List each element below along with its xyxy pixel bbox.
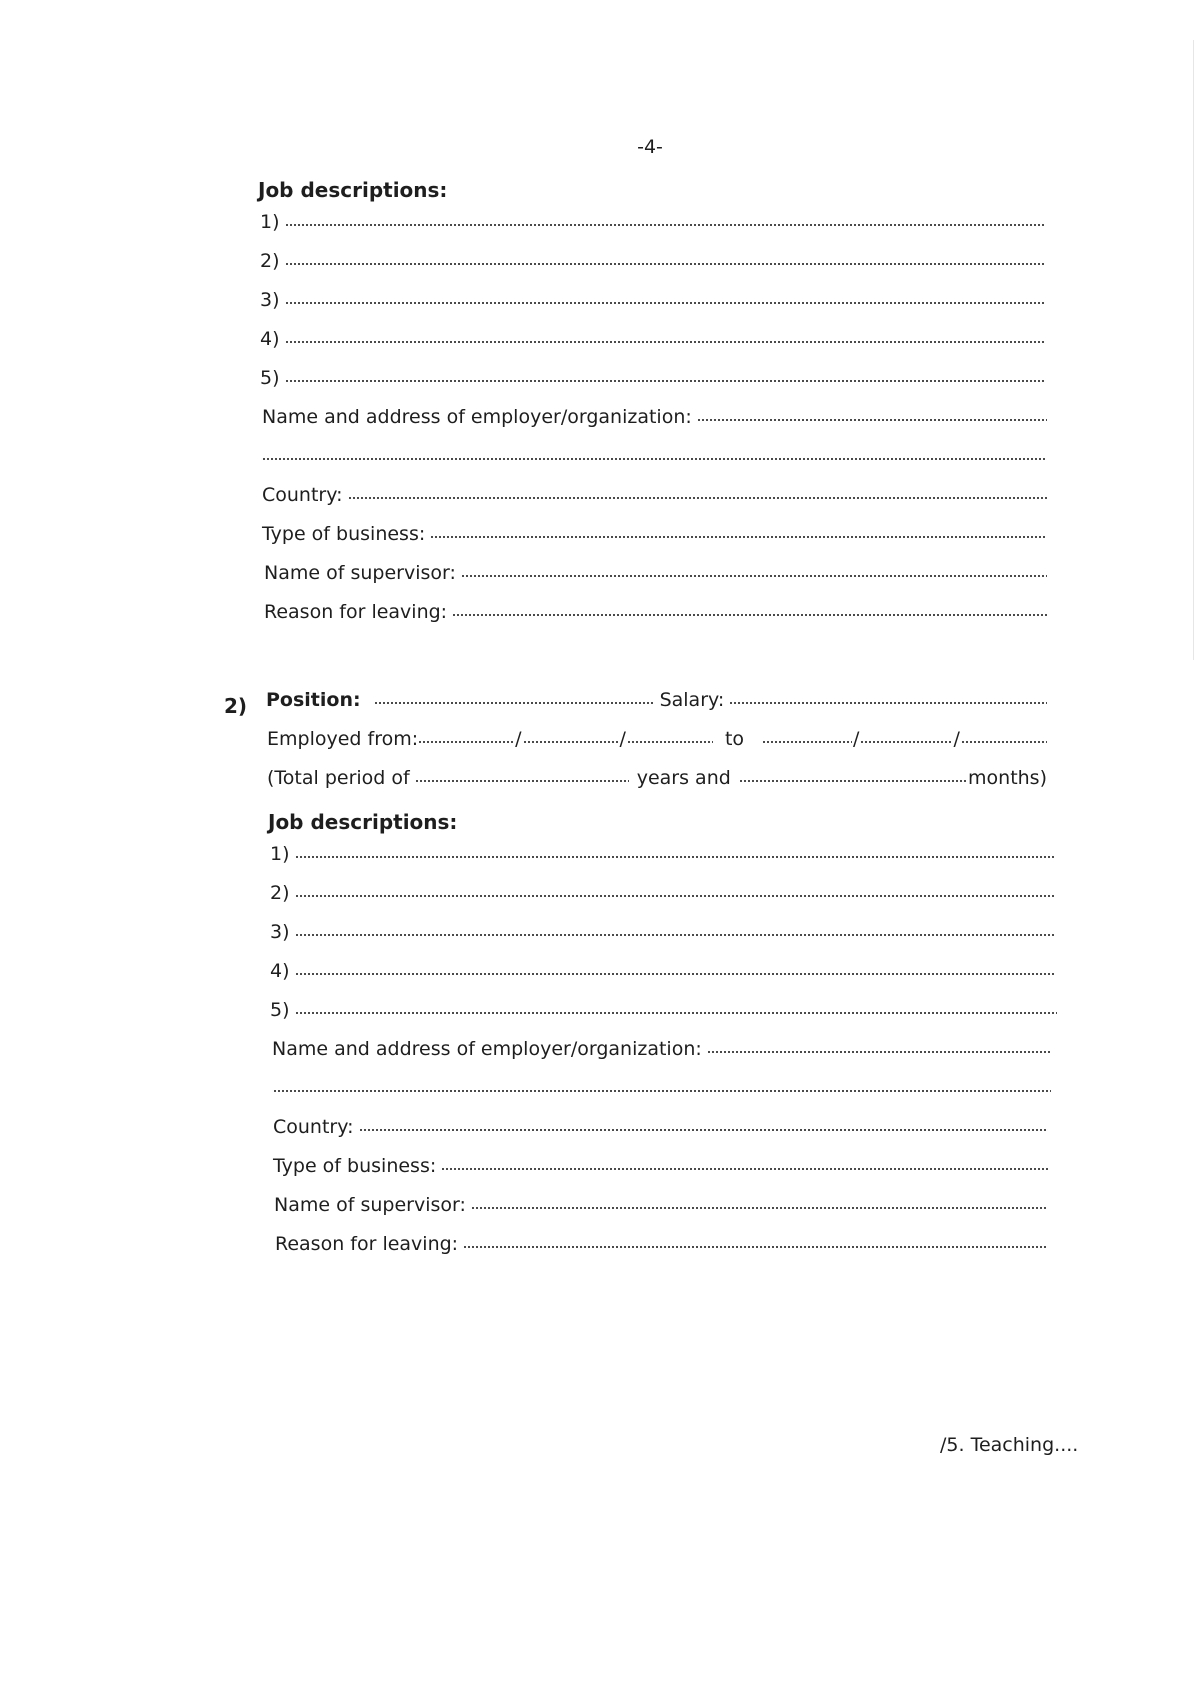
entry-number: 2) bbox=[224, 694, 248, 718]
fill-line bbox=[461, 573, 1047, 579]
supervisor-name-label: Name of supervisor: bbox=[274, 1194, 466, 1216]
employer-address-label: Name and address of employer/organization: bbox=[262, 406, 692, 428]
fill-line bbox=[295, 1010, 1057, 1016]
fill-line bbox=[285, 222, 1045, 228]
employer-address-field[interactable] bbox=[272, 1035, 1052, 1063]
job-description-number: 3) bbox=[270, 921, 290, 943]
employed-from-label: Employed from: bbox=[267, 728, 419, 750]
date-separator: / bbox=[953, 728, 960, 750]
reason-for-leaving-field[interactable] bbox=[264, 598, 1047, 626]
fill-line bbox=[471, 1205, 1048, 1211]
job-description-line-1[interactable] bbox=[260, 208, 1045, 236]
fill-line bbox=[430, 534, 1047, 540]
date-separator: / bbox=[853, 728, 860, 750]
country-label: Country: bbox=[273, 1116, 354, 1138]
job-description-line-5[interactable] bbox=[270, 996, 1057, 1024]
employer-address-continuation[interactable] bbox=[273, 1074, 1051, 1102]
years-label: years and bbox=[636, 767, 731, 789]
months-label: months) bbox=[968, 767, 1047, 789]
to-label: to bbox=[724, 728, 745, 750]
job-description-line-2[interactable] bbox=[270, 879, 1055, 907]
to-day-input[interactable] bbox=[762, 739, 852, 745]
job-description-number: 1) bbox=[270, 843, 290, 865]
country-label: Country: bbox=[262, 484, 343, 506]
years-input[interactable] bbox=[415, 778, 629, 784]
total-period-row bbox=[267, 764, 1047, 792]
fill-line bbox=[285, 378, 1045, 384]
fill-line bbox=[262, 456, 1047, 462]
fill-line bbox=[348, 495, 1048, 501]
from-month-input[interactable] bbox=[523, 739, 619, 745]
job-description-line-5[interactable] bbox=[260, 364, 1045, 392]
job-descriptions-heading: Job descriptions: bbox=[268, 810, 458, 834]
total-period-label: (Total period of bbox=[267, 767, 410, 789]
months-input[interactable] bbox=[739, 778, 966, 784]
position-label: Position: bbox=[266, 689, 361, 711]
job-descriptions-heading: Job descriptions: bbox=[258, 178, 448, 202]
job-description-line-4[interactable] bbox=[260, 325, 1045, 353]
to-month-input[interactable] bbox=[860, 739, 952, 745]
employer-address-field[interactable] bbox=[262, 403, 1047, 431]
to-year-input[interactable] bbox=[961, 739, 1047, 745]
job-description-number: 4) bbox=[270, 960, 290, 982]
job-description-number: 1) bbox=[260, 211, 280, 233]
reason-for-leaving-field[interactable] bbox=[275, 1230, 1048, 1258]
position-input[interactable] bbox=[374, 700, 654, 706]
fill-line bbox=[295, 932, 1055, 938]
reason-for-leaving-label: Reason for leaving: bbox=[264, 601, 448, 623]
fill-line bbox=[285, 300, 1045, 306]
fill-line bbox=[463, 1244, 1048, 1250]
employer-address-label: Name and address of employer/organization: bbox=[272, 1038, 702, 1060]
fill-line bbox=[295, 854, 1055, 860]
job-description-line-4[interactable] bbox=[270, 957, 1055, 985]
job-description-line-3[interactable] bbox=[270, 918, 1055, 946]
country-field[interactable] bbox=[273, 1113, 1048, 1141]
job-description-line-3[interactable] bbox=[260, 286, 1045, 314]
from-day-input[interactable] bbox=[418, 739, 514, 745]
supervisor-name-label: Name of supervisor: bbox=[264, 562, 456, 584]
job-description-number: 3) bbox=[260, 289, 280, 311]
job-description-line-2[interactable] bbox=[260, 247, 1045, 275]
salary-input[interactable] bbox=[729, 700, 1047, 706]
job-description-line-1[interactable] bbox=[270, 840, 1055, 868]
fill-line bbox=[707, 1049, 1052, 1055]
country-field[interactable] bbox=[262, 481, 1047, 509]
fill-line bbox=[441, 1166, 1048, 1172]
fill-line bbox=[452, 612, 1047, 618]
job-description-number: 5) bbox=[270, 999, 290, 1021]
supervisor-name-field[interactable] bbox=[264, 559, 1047, 587]
scan-edge-shadow bbox=[1193, 40, 1194, 660]
job-description-number: 4) bbox=[260, 328, 280, 350]
date-separator: / bbox=[619, 728, 626, 750]
job-description-number: 5) bbox=[260, 367, 280, 389]
supervisor-name-field[interactable] bbox=[274, 1191, 1048, 1219]
type-of-business-field[interactable] bbox=[273, 1152, 1048, 1180]
from-year-input[interactable] bbox=[627, 739, 713, 745]
job-description-number: 2) bbox=[270, 882, 290, 904]
employed-from-row bbox=[267, 725, 1047, 753]
fill-line bbox=[295, 971, 1055, 977]
position-salary-row bbox=[266, 686, 1047, 714]
date-separator: / bbox=[515, 728, 522, 750]
fill-line bbox=[295, 893, 1055, 899]
fill-line bbox=[285, 261, 1045, 267]
continued-next-page: /5. Teaching.... bbox=[940, 1434, 1079, 1456]
type-of-business-label: Type of business: bbox=[273, 1155, 437, 1177]
fill-line bbox=[285, 339, 1045, 345]
fill-line bbox=[697, 417, 1047, 423]
employer-address-continuation[interactable] bbox=[262, 442, 1047, 470]
type-of-business-field[interactable] bbox=[262, 520, 1047, 548]
fill-line bbox=[359, 1127, 1049, 1133]
reason-for-leaving-label: Reason for leaving: bbox=[275, 1233, 459, 1255]
fill-line bbox=[273, 1088, 1051, 1094]
type-of-business-label: Type of business: bbox=[262, 523, 426, 545]
salary-label: Salary: bbox=[659, 689, 725, 711]
page-number: -4- bbox=[637, 136, 663, 158]
job-description-number: 2) bbox=[260, 250, 280, 272]
